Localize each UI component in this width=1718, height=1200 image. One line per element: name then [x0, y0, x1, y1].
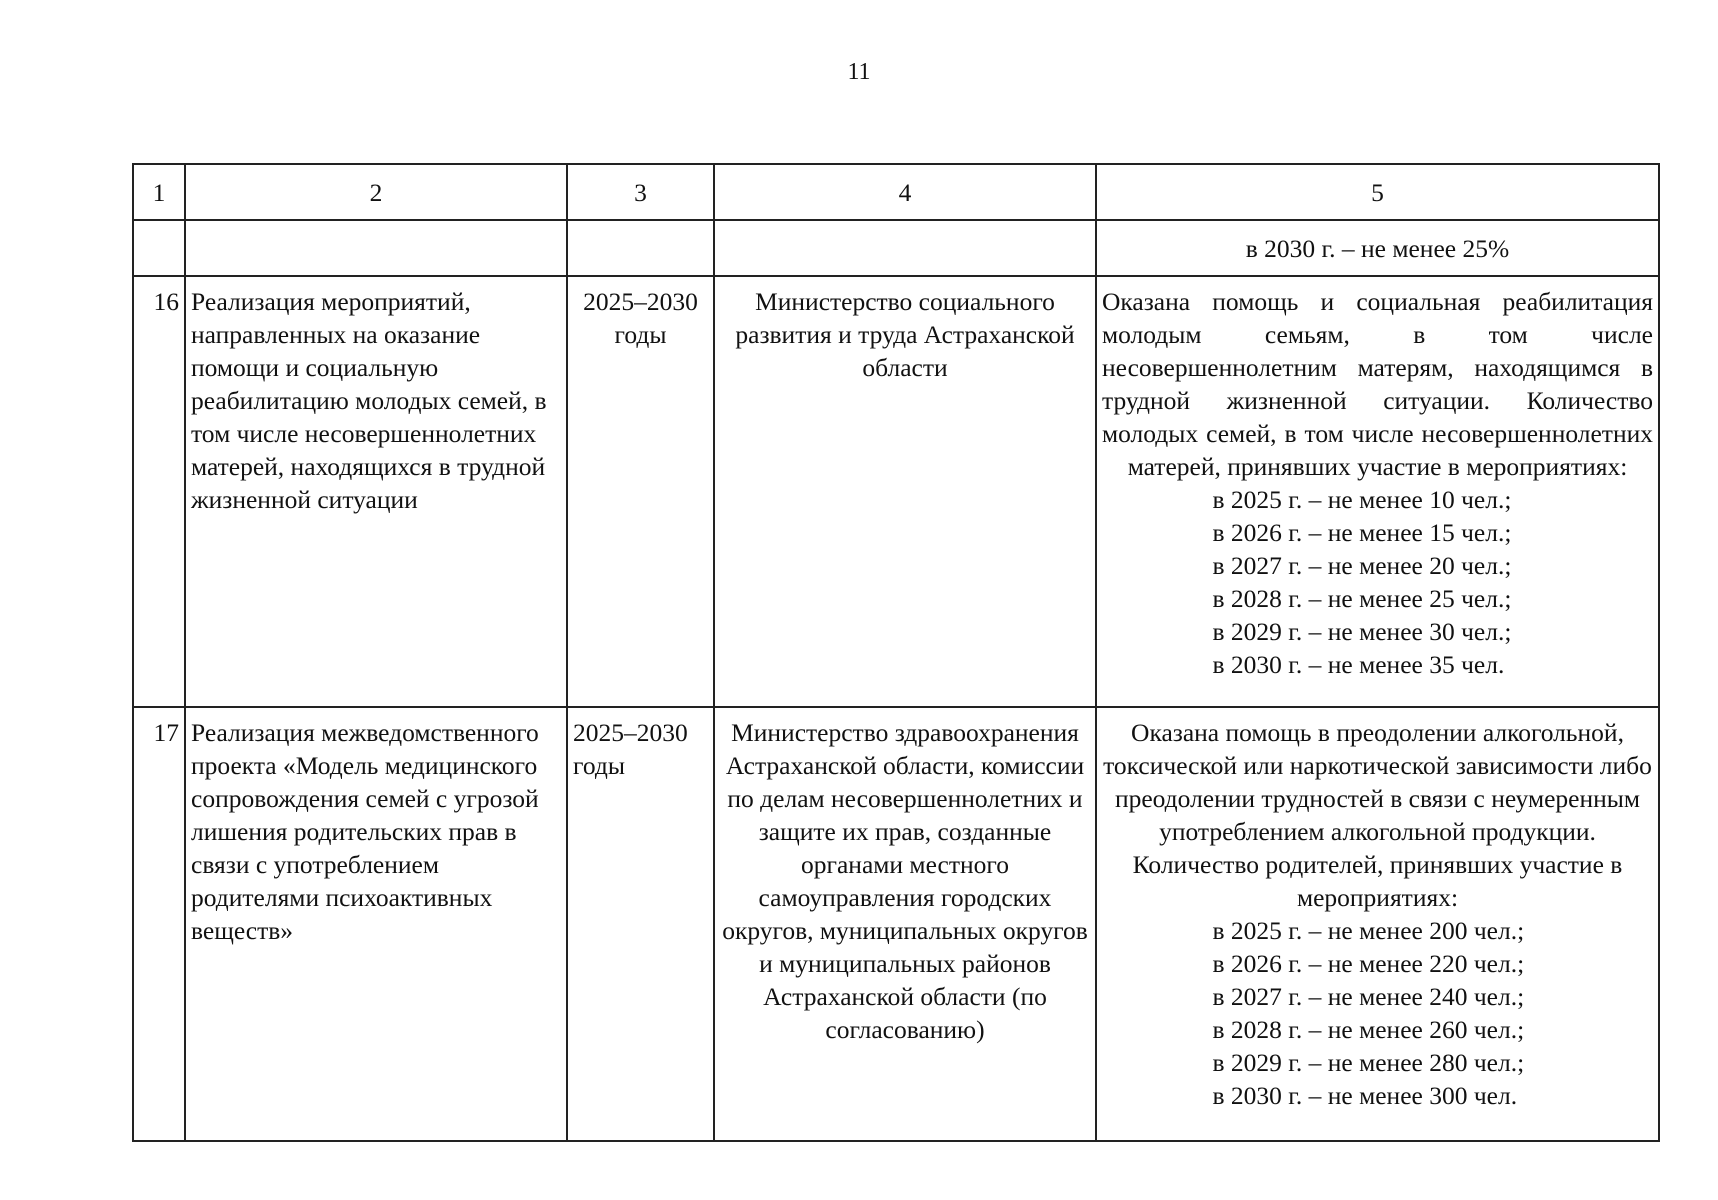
continuation-cell-empty	[133, 220, 185, 276]
activity-result	[1096, 707, 1659, 1141]
row-number: 17	[133, 707, 185, 1141]
row-number: 16	[133, 276, 185, 707]
indicator-list	[1203, 483, 1553, 681]
activity-executor: Министерство социального развития и труда Астраханской области	[714, 276, 1096, 707]
table-row	[133, 707, 1659, 1141]
result-text: Оказана помощь в преодолении алкогольной, токсической или наркотической зависимости либо преодолении трудностей в связи с неумеренным употреблением алкогольной продукции. Количество родителей, принявших участие в мероприятиях:	[1103, 718, 1652, 912]
column-number-4: 4	[714, 164, 1096, 220]
indicator-item: в 2030 г. – не менее 35 чел.	[1212, 650, 1505, 679]
page-number: 11	[847, 59, 871, 85]
table-row	[133, 276, 1659, 707]
activity-name: Реализация мероприятий, направленных на оказание помощи и социальную реабилитацию молодых семей, в том числе несовершеннолетних матерей, находящихся в трудной жизненной ситуации	[185, 276, 567, 707]
indicator-item: в 2027 г. – не менее 240 чел.;	[1212, 982, 1525, 1011]
indicator-item: в 2026 г. – не менее 15 чел.;	[1212, 518, 1512, 547]
indicator-item: в 2025 г. – не менее 200 чел.;	[1212, 916, 1525, 945]
activity-period: 2025–2030 годы	[567, 707, 714, 1141]
activity-period: 2025–2030 годы	[567, 276, 714, 707]
indicator-item: в 2029 г. – не менее 30 чел.;	[1212, 617, 1512, 646]
indicator-item: в 2027 г. – не менее 20 чел.;	[1212, 551, 1512, 580]
column-number-3: 3	[567, 164, 714, 220]
indicator-item: в 2030 г. – не менее 300 чел.	[1212, 1081, 1518, 1110]
continuation-cell-empty	[185, 220, 567, 276]
column-number-1: 1	[133, 164, 185, 220]
indicator-item: в 2025 г. – не менее 10 чел.;	[1212, 485, 1512, 514]
indicator-item: в 2029 г. – не менее 280 чел.;	[1212, 1048, 1525, 1077]
continuation-cell-empty	[567, 220, 714, 276]
continuation-cell-empty	[714, 220, 1096, 276]
indicator-item: в 2026 г. – не менее 220 чел.;	[1212, 949, 1525, 978]
column-number-2: 2	[185, 164, 567, 220]
activity-result	[1096, 276, 1659, 707]
activities-table	[132, 163, 1660, 1142]
result-text: Оказана помощь и социальная реабилитация молодым семьям, в том числе несовершеннолетним матерям, находящимся в трудной жизненной ситуации. Количество молодых семей, в том числе несовершеннолетних матерей, принявших участие в мероприятиях:	[1102, 287, 1653, 481]
indicator-item: в 2028 г. – не менее 260 чел.;	[1212, 1015, 1525, 1044]
column-number-5: 5	[1096, 164, 1659, 220]
indicator-item: в 2028 г. – не менее 25 чел.;	[1212, 584, 1512, 613]
table-header-row	[133, 164, 1659, 220]
indicator-list	[1203, 914, 1553, 1112]
activity-name: Реализация межведомственного проекта «Модель медицинского сопровождения семей с угрозой лишения родительских прав в связи с употреблением родителями психоактивных веществ»	[185, 707, 567, 1141]
continuation-row	[133, 220, 1659, 276]
continuation-result-cell: в 2030 г. – не менее 25%	[1096, 220, 1659, 276]
activity-executor: Министерство здравоохранения Астраханской области, комиссии по делам несовершеннолетних и защите их прав, созданные органами местного самоуправления городских округов, муниципальных округов и муниципальных районов Астраханской области (по согласованию)	[714, 707, 1096, 1141]
